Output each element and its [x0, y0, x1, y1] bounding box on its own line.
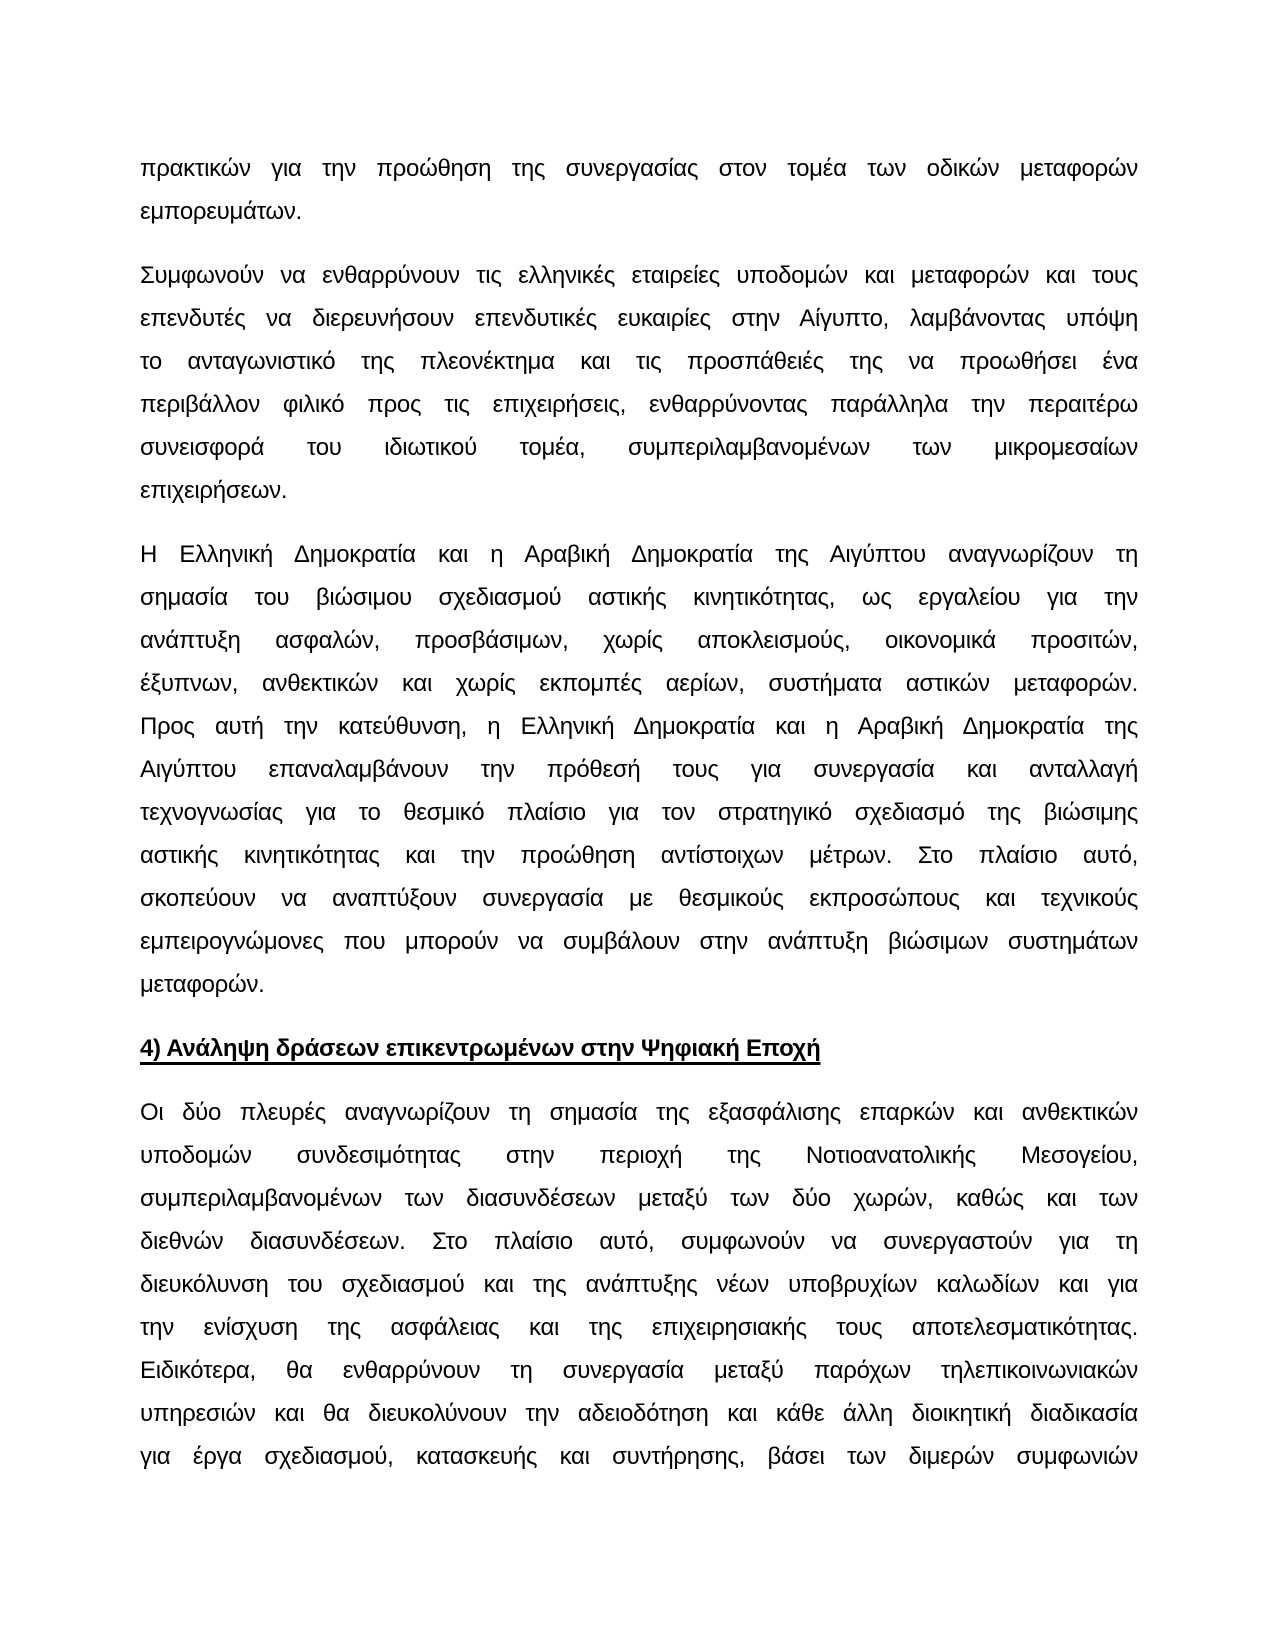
- text-line: Η Ελληνική Δημοκρατία και η Αραβική Δημοκρατία της Αιγύπτου αναγνωρίζουν τη: [140, 541, 1138, 568]
- paragraph-road-freight: [140, 147, 1138, 233]
- text-line: τεχνογνωσίας για το θεσμικό πλαίσιο για τον στρατηγικό σχεδιασμό της βιώσιμης: [140, 799, 1138, 826]
- document-content: [140, 147, 1138, 1499]
- paragraph-urban-mobility: [140, 533, 1138, 1006]
- text-line: πρακτικών για την προώθηση της συνεργασίας στον τομέα των οδικών μεταφορών: [140, 155, 1138, 182]
- text-line: Οι δύο πλευρές αναγνωρίζουν τη σημασία της εξασφάλισης επαρκών και ανθεκτικών: [140, 1099, 1138, 1126]
- text-line: την ενίσχυση της ασφάλειας και της επιχειρησιακής τους αποτελεσματικότητας.: [140, 1314, 1138, 1341]
- text-line: υποδομών συνδεσιμότητας στην περιοχή της Νοτιοανατολικής Μεσογείου,: [140, 1142, 1138, 1169]
- text-line: μεταφορών.: [140, 971, 265, 998]
- section-heading-digital-age: [140, 1027, 1138, 1070]
- text-line: Ειδικότερα, θα ενθαρρύνουν τη συνεργασία μεταξύ παρόχων τηλεπικοινωνιακών: [140, 1357, 1138, 1384]
- text-line: για έργα σχεδιασμού, κατασκευής και συντήρησης, βάσει των διμερών συμφωνιών: [140, 1443, 1138, 1470]
- text-line: έξυπνων, ανθεκτικών και χωρίς εκπομπές αερίων, συστήματα αστικών μεταφορών.: [140, 670, 1138, 697]
- paragraph-connectivity-infrastructure: [140, 1091, 1138, 1478]
- text-line: εμπορευμάτων.: [140, 198, 302, 225]
- text-line: Συμφωνούν να ενθαρρύνουν τις ελληνικές εταιρείες υποδομών και μεταφορών και τους: [140, 262, 1138, 289]
- text-line: το ανταγωνιστικό της πλεονέκτημα και τις προσπάθειές της να προωθήσει ένα: [140, 348, 1138, 375]
- text-line: διευκόλυνση του σχεδιασμού και της ανάπτυξης νέων υποβρυχίων καλωδίων και για: [140, 1271, 1138, 1298]
- text-line: διεθνών διασυνδέσεων. Στο πλαίσιο αυτό, συμφωνούν να συνεργαστούν για τη: [140, 1228, 1138, 1255]
- text-line: συμπεριλαμβανομένων των διασυνδέσεων μεταξύ των δύο χωρών, καθώς και των: [140, 1185, 1138, 1212]
- text-line: περιβάλλον φιλικό προς τις επιχειρήσεις, ενθαρρύνοντας παράλληλα την περαιτέρω: [140, 391, 1138, 418]
- text-line: επιχειρήσεων.: [140, 477, 288, 504]
- text-line: εμπειρογνώμονες που μπορούν να συμβάλουν στην ανάπτυξη βιώσιμων συστημάτων: [140, 928, 1138, 955]
- heading-text: 4) Ανάληψη δράσεων επικεντρωμένων στην Ψηφιακή Εποχή: [140, 1035, 821, 1062]
- text-line: υπηρεσιών και θα διευκολύνουν την αδειοδότηση και κάθε άλλη διοικητική διαδικασία: [140, 1400, 1138, 1427]
- text-line: επενδυτές να διερευνήσουν επενδυτικές ευκαιρίες στην Αίγυπτο, λαμβάνοντας υπόψη: [140, 305, 1138, 332]
- text-line: σκοπεύουν να αναπτύξουν συνεργασία με θεσμικούς εκπροσώπους και τεχνικούς: [140, 885, 1138, 912]
- text-line: αστικής κινητικότητας και την προώθηση αντίστοιχων μέτρων. Στο πλαίσιο αυτό,: [140, 842, 1138, 869]
- text-line: συνεισφορά του ιδιωτικού τομέα, συμπεριλαμβανομένων των μικρομεσαίων: [140, 434, 1138, 461]
- text-line: ανάπτυξη ασφαλών, προσβάσιμων, χωρίς αποκλεισμούς, οικονομικά προσιτών,: [140, 627, 1138, 654]
- text-line: σημασία του βιώσιμου σχεδιασμού αστικής κινητικότητας, ως εργαλείου για την: [140, 584, 1138, 611]
- text-line: Προς αυτή την κατεύθυνση, η Ελληνική Δημοκρατία και η Αραβική Δημοκρατία της: [140, 713, 1138, 740]
- text-line: Αιγύπτου επαναλαμβάνουν την πρόθεσή τους για συνεργασία και ανταλλαγή: [140, 756, 1138, 783]
- paragraph-investment-encouragement: [140, 254, 1138, 512]
